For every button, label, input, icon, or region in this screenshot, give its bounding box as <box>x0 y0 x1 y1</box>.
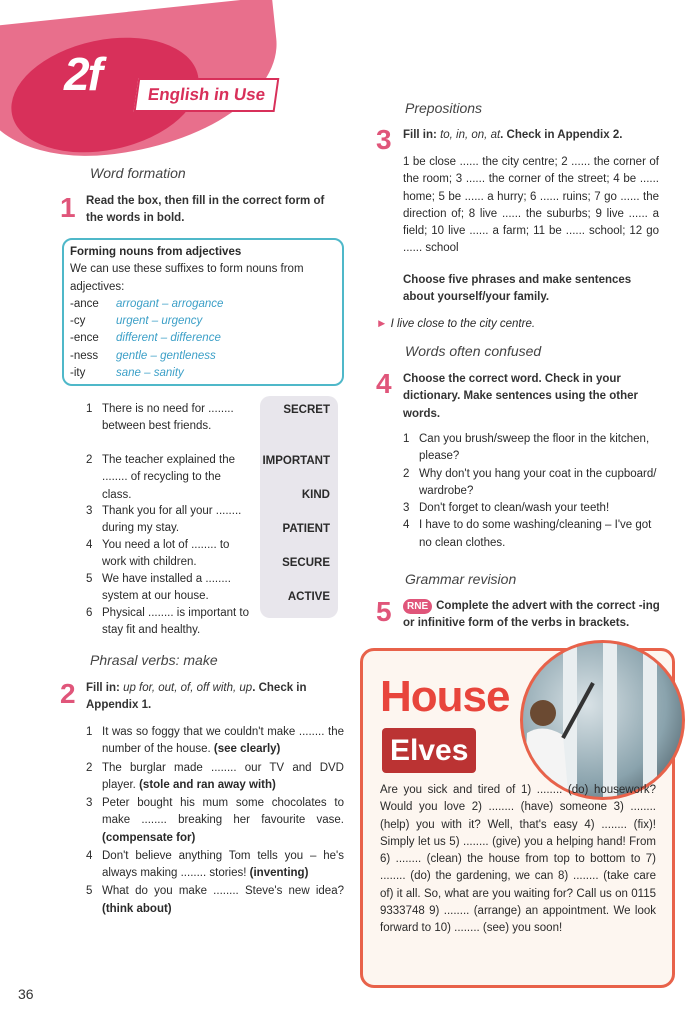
exercise-number-1: 1 <box>60 192 76 223</box>
list-item <box>86 795 344 847</box>
list-item <box>86 571 252 605</box>
list-item <box>86 605 252 639</box>
instruction-3b: Choose five phrases and make sentences about yourself/your family. <box>403 274 632 304</box>
advert-photo <box>520 640 685 800</box>
suffix-box <box>62 238 344 386</box>
word-important: IMPORTANT <box>262 455 330 467</box>
word-secret: SECRET <box>283 404 330 416</box>
page-number: 36 <box>18 986 34 1002</box>
item-text: There is no need for ........ between best friends. <box>102 403 234 433</box>
example-marker: ► <box>376 318 388 330</box>
box-intro: We can use these suffixes to form nouns from adjectives: <box>70 263 304 293</box>
item-text: Don't forget to clean/wash your teeth! <box>419 502 610 514</box>
example: gentle – gentleness <box>116 349 216 362</box>
exercise-2-list <box>86 724 344 918</box>
item-number: 2 <box>403 467 410 480</box>
item-number: 2 <box>86 454 93 466</box>
prepositions-body: 1 be close ...... the city centre; 2 ...... the corner of the room; 3 ...... the corner of the street; 4 be ...... home; 5 be ...... a hurry; 6 ...... ruins; 7 go ...... the direction of; 8 live ...... the suburbs; 9 live ...... a field; 10 live ...... a farm; 11 be ...... school; 12 go ...... school <box>403 156 659 255</box>
box-title: Forming nouns from adjectives <box>70 246 242 258</box>
instruction-4: Choose the correct word. Check in your dictionary. Make sentences using the other words. <box>403 373 638 420</box>
advert-text: Are you sick and tired of 1) ........ (do) housework? Would you love 2) ........ (have) someone 3) ........ (help) you with it? Well, that's easy 4) ........ (fix)! Simply let us 5) ........ (give) you a helping hand! From 6) ........ (clean) the house from top to bottom to 7) ........ (do) the gardening, we can 8) ........ (take care of) it all. So, what are you waiting for? Call us on 0115 9333748 9) ........ (arrange) an appointment. We look forward to 10) ........ (see) you soon! <box>380 784 656 934</box>
unit-number: 2f <box>64 48 101 100</box>
heading-prepositions: Prepositions <box>405 100 483 116</box>
list-item <box>86 503 252 537</box>
exercise-1-list <box>86 401 252 639</box>
item-hint: (think about) <box>102 902 172 915</box>
instr-text: . Check in Appendix 1. <box>86 682 307 712</box>
exercise-number-4: 4 <box>376 368 392 399</box>
item-number: 3 <box>86 505 93 517</box>
list-item <box>403 517 661 552</box>
item-number: 4 <box>86 849 93 862</box>
example: different – difference <box>116 332 221 345</box>
example: urgent – urgency <box>116 315 203 327</box>
item-number: 2 <box>86 761 93 774</box>
box-row <box>70 348 336 365</box>
item-sentence: What do you make ........ Steve's new idea? <box>102 885 344 898</box>
list-item <box>403 466 661 501</box>
item-text: You need a lot of ........ to work with children. <box>102 539 230 569</box>
worker-figure-icon <box>523 643 685 800</box>
exercise-number-3: 3 <box>376 124 392 155</box>
suffix: -ence <box>70 332 99 345</box>
instr-text: Complete the advert with the correct -ing or infinitive form of the verbs in brackets. <box>403 600 660 630</box>
item-hint: (inventing) <box>249 867 309 879</box>
instr-words: to, in, on, at <box>440 129 501 141</box>
box-row <box>70 296 336 313</box>
item-text <box>102 760 344 795</box>
item-hint: (stole and ran away with) <box>139 778 276 791</box>
list-item <box>86 724 344 759</box>
example: arrogant – arrogance <box>116 297 224 310</box>
unit-title: English in Use <box>134 78 280 112</box>
example: sane – sanity <box>116 366 184 379</box>
item-text <box>102 724 344 759</box>
item-text: We have installed a ........ system at our house. <box>102 573 231 603</box>
heading-word-formation: Word formation <box>90 165 186 181</box>
instruction-2 <box>86 680 336 715</box>
item-text <box>102 848 344 883</box>
box-row <box>70 365 336 382</box>
word-secure: SECURE <box>282 557 330 569</box>
instruction-1: Read the box, then fill in the correct form of the words in bold. <box>86 195 325 225</box>
list-item <box>86 401 252 452</box>
heading-phrasal-verbs: Phrasal verbs: make <box>90 652 218 668</box>
item-text: Thank you for all your ........ during my stay. <box>102 505 242 535</box>
item-text: Physical ........ is important to stay fit and healthy. <box>102 607 249 637</box>
suffix: -cy <box>70 315 86 327</box>
example-text: I live close to the city centre. <box>390 318 536 330</box>
advert-title-house: House <box>380 672 510 721</box>
word-patient: PATIENT <box>282 523 330 535</box>
list-item <box>86 452 252 503</box>
list-item <box>86 883 344 918</box>
item-text: I have to do some washing/cleaning – I've got no clean clothes. <box>419 519 652 549</box>
item-hint: (see clearly) <box>213 743 281 756</box>
instr-words: up for, out, of, off with, up <box>123 682 253 694</box>
item-text: Why don't you hang your coat in the cupboard/ wardrobe? <box>419 467 657 497</box>
item-number: 6 <box>86 607 93 619</box>
item-number: 1 <box>86 726 93 738</box>
suffix: -ness <box>70 349 99 362</box>
list-item <box>403 500 661 517</box>
words-column <box>260 396 338 618</box>
instr-text: Fill in: <box>403 129 441 141</box>
item-sentence: Peter bought his mum some chocolates to make ........ breaking her favourite vase. <box>102 797 344 827</box>
exercise-4-list <box>403 431 661 552</box>
instr-text: Fill in: <box>86 682 124 694</box>
heading-words-confused: Words often confused <box>405 343 542 359</box>
list-item <box>403 431 661 466</box>
advert-title-elves: Elves <box>382 728 476 773</box>
word-kind: KIND <box>301 489 330 501</box>
suffix: -ance <box>70 297 99 310</box>
exercise-number-5: 5 <box>376 596 392 627</box>
item-hint: (compensate for) <box>102 831 196 844</box>
rne-badge: RNE <box>403 599 432 614</box>
item-number: 5 <box>86 885 93 898</box>
item-number: 1 <box>86 403 93 415</box>
box-row <box>70 330 336 347</box>
item-number: 3 <box>86 797 93 809</box>
item-number: 5 <box>86 573 93 585</box>
exercise-number-2: 2 <box>60 678 76 709</box>
heading-grammar-revision: Grammar revision <box>405 571 517 587</box>
instruction-3 <box>403 127 663 144</box>
suffix: -ity <box>70 366 86 379</box>
instruction-5 <box>403 598 665 633</box>
item-number: 3 <box>403 502 410 514</box>
item-text: The teacher explained the ........ of recycling to the class. <box>102 454 235 501</box>
item-text <box>102 883 344 918</box>
item-text: Can you brush/sweep the floor in the kitchen, please? <box>419 433 650 463</box>
list-item <box>86 848 344 883</box>
item-number: 1 <box>403 433 410 445</box>
example-line <box>376 316 535 333</box>
item-number: 4 <box>86 539 93 551</box>
box-row <box>70 313 336 330</box>
item-text <box>102 795 344 847</box>
list-item <box>86 760 344 795</box>
instr-text: . Check in Appendix 2. <box>500 129 623 141</box>
item-sentence: Don't believe anything Tom tells you – he's always making ........ stories! <box>102 849 344 879</box>
item-number: 4 <box>403 519 410 532</box>
list-item <box>86 537 252 571</box>
item-sentence: It was so foggy that we couldn't make ........ the number of the house. <box>102 726 344 756</box>
word-active: ACTIVE <box>287 591 330 603</box>
item-sentence: The burglar made ........ our TV and DVD player. <box>102 761 344 791</box>
